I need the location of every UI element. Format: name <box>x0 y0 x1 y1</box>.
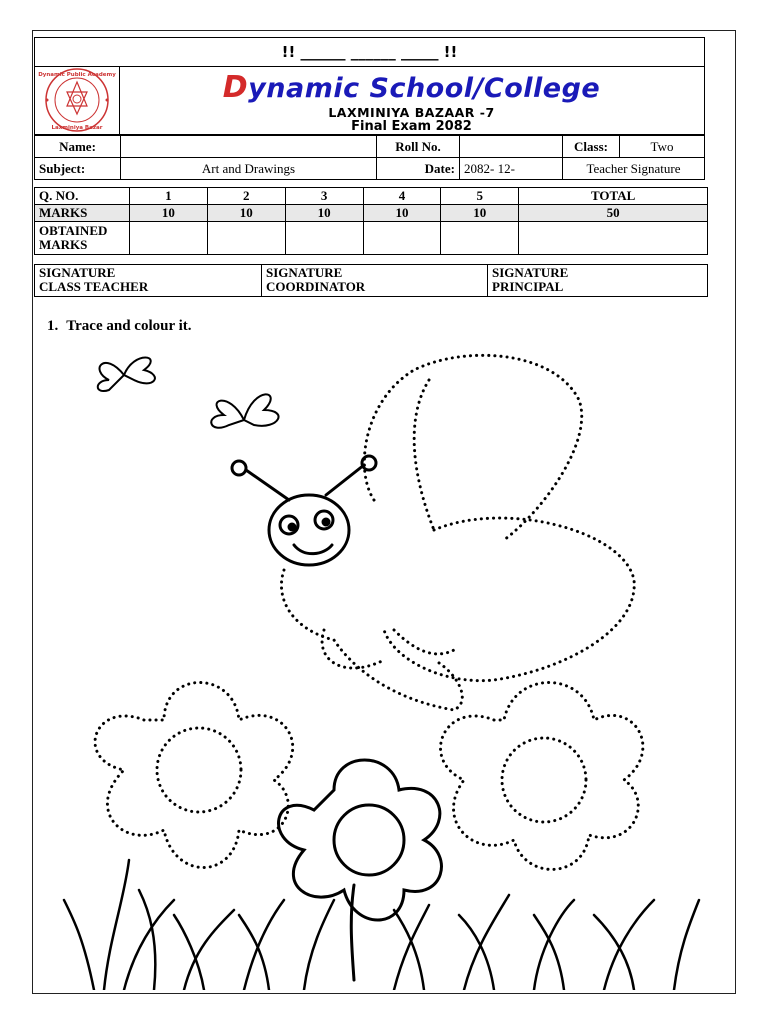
signature-title: SIGNATURE <box>39 265 116 280</box>
q2-marks: 10 <box>207 205 285 222</box>
exam-title: Final Exam 2082 <box>351 119 472 134</box>
class-label: Class: <box>563 136 620 158</box>
qno-header: Q. NO. <box>35 188 130 205</box>
roll-field[interactable] <box>460 136 563 158</box>
coordinator-signature[interactable] <box>262 265 488 297</box>
question-1 <box>47 318 192 335</box>
name-label: Name: <box>35 136 121 158</box>
grass-icon <box>64 860 699 990</box>
principal-signature[interactable] <box>488 265 708 297</box>
obtained-marks-row <box>35 222 708 255</box>
name-field[interactable] <box>121 136 377 158</box>
butterfly-head-icon <box>232 456 376 565</box>
signature-role: CLASS TEACHER <box>39 279 149 294</box>
small-butterfly-icon <box>211 394 278 427</box>
marks-label: MARKS <box>35 205 130 222</box>
total-obtained[interactable] <box>519 222 708 255</box>
exam-header <box>34 37 705 135</box>
svg-text:Dynamic Public Academy: Dynamic Public Academy <box>38 72 116 78</box>
subject-value: Art and Drawings <box>121 158 377 180</box>
flower-icon <box>279 760 442 980</box>
q2-obtained[interactable] <box>207 222 285 255</box>
question-text: Trace and colour it. <box>66 318 192 334</box>
date-value: 2082- 12- <box>460 158 563 180</box>
small-butterfly-icon <box>98 358 155 392</box>
class-value: Two <box>620 136 705 158</box>
teacher-signature-label: Teacher Signature <box>563 158 705 180</box>
school-address: LAXMINIYA BAZAAR -7 <box>328 105 495 120</box>
date-label: Date: <box>377 158 460 180</box>
svg-text:Laxminiya Bazar: Laxminiya Bazar <box>51 125 103 131</box>
roll-label: Roll No. <box>377 136 460 158</box>
butterfly-flowers-tracing-illustration <box>34 340 724 990</box>
q5-header: 5 <box>441 188 519 205</box>
school-name: Dynamic School/College <box>222 70 601 105</box>
q4-marks: 10 <box>363 205 441 222</box>
q2-header: 2 <box>207 188 285 205</box>
obtained-marks-label: OBTAINED MARKS <box>35 222 130 255</box>
q1-obtained[interactable] <box>130 222 208 255</box>
marks-header-row <box>35 188 708 205</box>
signature-title: SIGNATURE <box>266 265 343 280</box>
signature-title: SIGNATURE <box>492 265 569 280</box>
q3-marks: 10 <box>285 205 363 222</box>
school-motto <box>35 38 704 67</box>
butterfly-tracing-icon <box>281 355 634 710</box>
signature-table <box>34 264 708 297</box>
q1-marks: 10 <box>130 205 208 222</box>
q4-obtained[interactable] <box>363 222 441 255</box>
q3-obtained[interactable] <box>285 222 363 255</box>
marks-table <box>34 187 708 255</box>
flower-tracing-icon <box>95 683 643 870</box>
subject-label: Subject: <box>35 158 121 180</box>
q1-header: 1 <box>130 188 208 205</box>
q4-header: 4 <box>363 188 441 205</box>
q5-marks: 10 <box>441 205 519 222</box>
q5-obtained[interactable] <box>441 222 519 255</box>
school-logo <box>35 66 120 134</box>
school-title-block <box>119 66 704 134</box>
total-marks: 50 <box>519 205 708 222</box>
motto-text: !! ______ ______ _____ !! <box>281 43 458 61</box>
class-teacher-signature[interactable] <box>35 265 262 297</box>
q3-header: 3 <box>285 188 363 205</box>
marks-row <box>35 205 708 222</box>
student-info-table <box>34 135 705 180</box>
signature-role: PRINCIPAL <box>492 279 564 294</box>
question-number: 1. <box>47 318 59 334</box>
signature-role: COORDINATOR <box>266 279 366 294</box>
logo-seal-icon <box>35 66 119 134</box>
total-header: TOTAL <box>519 188 708 205</box>
